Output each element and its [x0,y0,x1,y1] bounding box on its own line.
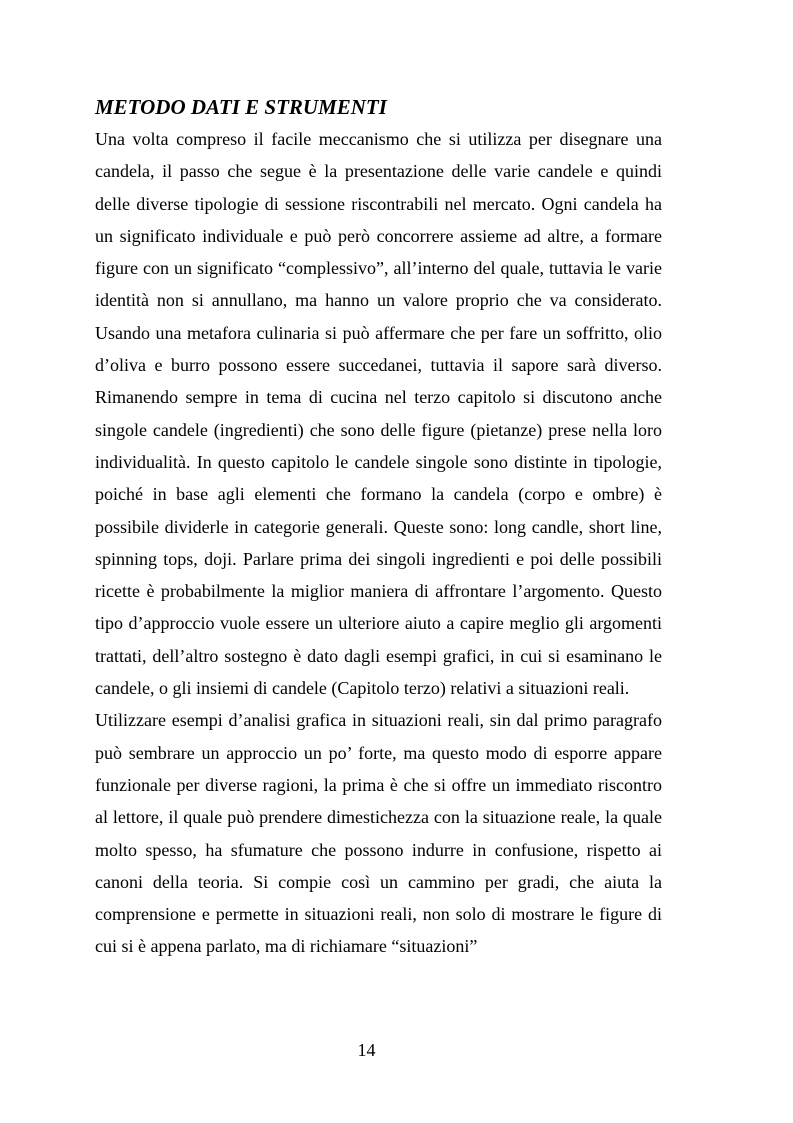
paragraph-1: Una volta compreso il facile meccanismo che si utilizza per disegnare una candela, il passo che segue è la presentazione delle varie candele e quindi delle diverse tipologie di sessione riscontrabili nel mercato. Ogni candela ha un significato individuale e può però concorrere assieme ad altre, a formare figure con un significato “complessivo”, all’interno del quale, tuttavia le varie identità non si annullano, ma hanno un valore proprio che va considerato. Usando una metafora culinaria si può affermare che per fare un soffritto, olio d’oliva e burro possono essere succedanei, tuttavia il sapore sarà diverso. Rimanendo sempre in tema di cucina nel terzo capitolo si discutono anche singole candele (ingredienti) che sono delle figure (pietanze) prese nella loro individualità. In questo capitolo le candele singole sono distinte in tipologie, poiché in base agli elementi che formano la candela (corpo e ombre) è possibile dividerle in categorie generali. Queste sono: long candle, short line, spinning tops, doji. Parlare prima dei singoli ingredienti e poi delle possibili ricette è probabilmente la miglior maniera di affrontare l’argomento. Questo tipo d’approccio vuole essere un ulteriore aiuto a capire meglio gli argomenti trattati, dell’altro sostegno è dato dagli esempi grafici, in cui si esaminano le candele, o gli insiemi di candele (Capitolo terzo) relativi a situazioni reali. [95,129,662,699]
section-title: METODO DATI E STRUMENTI [95,95,387,119]
paragraph-2: Utilizzare esempi d’analisi grafica in situazioni reali, sin dal primo paragrafo può sembrare un approccio un po’ forte, ma questo modo di esporre appare funzionale per diverse ragioni, la prima è che si offre un immediato riscontro al lettore, il quale può prendere dimestichezza con la situazione reale, la quale molto spesso, ha sfumature che possono indurre in confusione, rispetto ai canoni della teoria. Si compie così un cammino per gradi, che aiuta la comprensione e permette in situazioni reali, non solo di mostrare le figure di cui si è appena parlato, ma di richiamare “situazioni” [95,710,662,957]
page-number: 14 [357,1040,376,1060]
page-content [95,91,662,963]
